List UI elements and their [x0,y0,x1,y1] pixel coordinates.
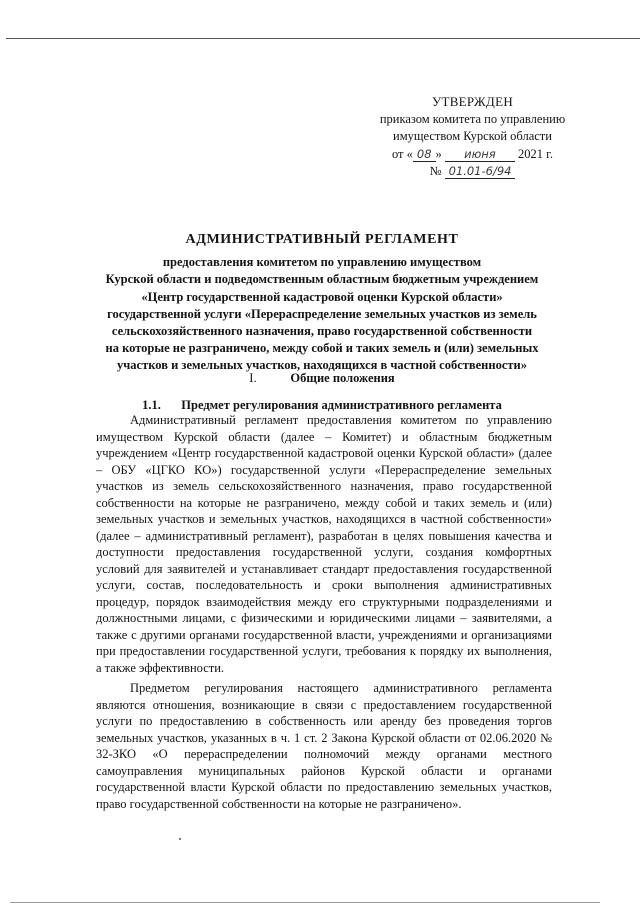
number-prefix: № [429,164,442,178]
date-month-handwritten: июня [445,148,515,162]
body-text [96,412,552,816]
approval-title: УТВЕРЖДЕН [431,94,514,109]
subsection-heading [88,398,556,413]
title-line: предоставления комитетом по управлению имуществом [162,255,482,270]
subsection-number: 1.1. [142,398,161,412]
paragraph: Предметом регулирования настоящего административного регламента являются отношения, возникающие в связи с предоставлением государственной услуги по предоставлению в собственность или аренду без проведения торгов земельных участков, указанных в ч. 1 ст. 2 Закона Курской области от 02.06.2020 № 32-ЗКО «О перераспределении полномочий между органами местного самоуправления муниципальных районов Курской области и органами государственной власти Курской области по предоставлению земельных участков, право государственной собственности на которые не разграничено». [96,681,552,811]
section-heading [88,371,556,386]
title-line: «Центр государственной кадастровой оценки Курской области» [141,289,503,304]
subsection-title: Предмет регулирования административного регламента [181,398,502,412]
approval-date [350,146,595,164]
approval-stamp [350,93,595,181]
title-line: государственной услуги «Перераспределение земельных участков из земель [107,306,537,321]
date-mid: » [435,146,442,161]
title-line: сельскохозяйственного назначения, право государственной собственности [111,324,533,339]
title-line: Курской области и подведомственным областным бюджетным учреждением [105,272,539,287]
title-line: на которые не разграничено, между собой и таких земель и (или) земельных [105,341,539,356]
approval-line-2: имуществом Курской области [393,129,552,143]
approval-line-1: приказом комитета по управлению [379,111,566,126]
number-handwritten: 01.01-6/94 [445,165,516,179]
title-line: участков и земельных участков, находящихся в частной собственности» [117,358,527,373]
section-number: I. [249,371,257,385]
top-border-line [6,38,640,39]
document-main-title: АДМИНИСТРАТИВНЫЙ РЕГЛАМЕНТ [185,232,459,247]
paragraph: Административный регламент предоставления комитетом по управлению имуществом Курской области (далее – Комитет) и областным бюджетным учреждением «Центр государственной кадастровой оценки Курской области» (далее – ОБУ «ЦГКО КО») государственной услуги «Перераспределение земельных участков из земель сельскохозяйственного назначения, право государственной собственности на которые не разграничено, между собой и таких земель и (или) земельных участков и земельных участков, находящихся в частной собственности» (далее – административный регламент), разработан в целях повышения качества и доступности предоставления государственной услуги, создания комфортных условий для заявителей и устанавливает стандарт предоставления государственной услуги, состав, последовательность и сроки выполнения административных процедур, порядок взаимодействия между его структурными подразделениями и должностными лицами, с физическими и юридическими лицами – заявителями, а также с другими органами государственной власти, учреждениями и организациями при предоставлении государственной услуги, требования к порядку их выполнения, а также эффективности. [96,413,552,675]
date-day-handwritten: 08 [413,148,436,162]
approval-number [350,163,595,181]
document-title-block [88,231,556,375]
bottom-scan-edge [10,902,600,903]
scan-speck [179,838,181,840]
date-year: 2021 г. [518,146,554,161]
section-title: Общие положения [290,371,395,385]
date-prefix: от « [391,146,413,161]
